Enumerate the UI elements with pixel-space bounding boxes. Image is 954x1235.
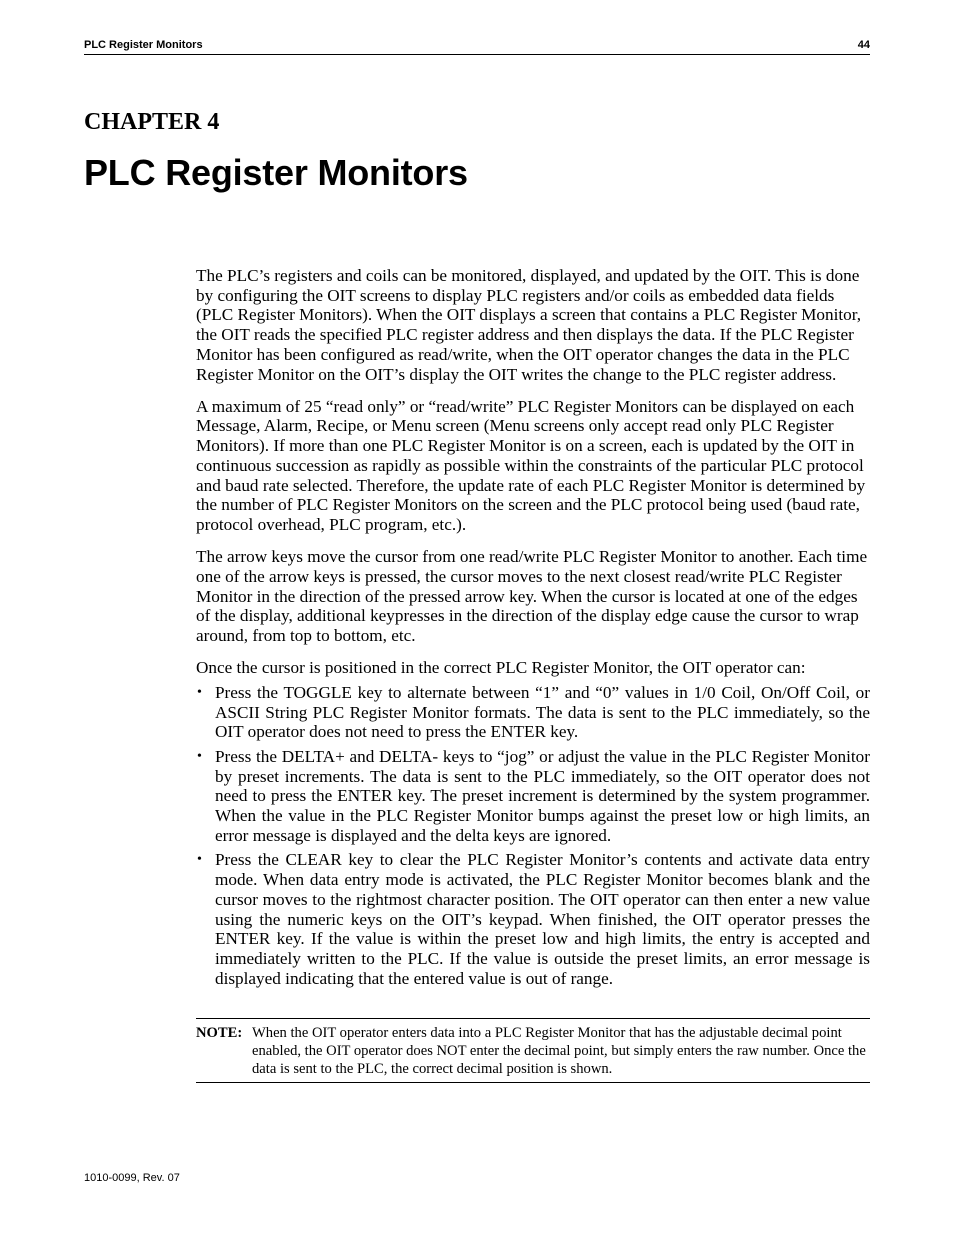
chapter-label: CHAPTER 4 [84, 109, 220, 135]
bullet-text-clear: Press the CLEAR key to clear the PLC Register Monitor’s contents and activate data entry mode. When data entry mode is activated, the PLC Register Monitor becomes blank and the cursor moves to the rightmost character position. The OIT operator can then enter a new value using the numeric keys on the OIT’s keypad. When finished, the OIT operator presses the ENTER key. If the value is within the preset low and high limits, the entry is accepted and immediately written to the PLC. If the value is outside the preset limits, an error message is displayed indicating that the entered value is out of range. [215, 850, 870, 988]
paragraph-arrow-keys: The arrow keys move the cursor from one read/write PLC Register Monitor to another. Each time one of the arrow keys is pressed, the cursor moves to the next closest read/write PLC Register Monitor in the direction of the pressed arrow key. When the cursor is located at one of the edges of the display, additional keypresses in the direction of the display edge cause the cursor to wrap around, from top to bottom, etc. [196, 547, 868, 645]
bullet-marker: • [197, 684, 202, 700]
paragraph-maximum: A maximum of 25 “read only” or “read/write” PLC Register Monitors can be displayed on each Message, Alarm, Recipe, or Menu screen (Menu screens only accept read only PLC Register Monitors). If more than one PLC Register Monitor is on a screen, each is updated by the OIT in continuous succession as rapidly as possible within the constraints of the particular PLC protocol and baud rate selected. Therefore, the update rate of each PLC Register Monitor is determined by the number of PLC Register Monitors on the screen and the PLC protocol being used (baud rate, protocol overhead, PLC program, etc.). [196, 396, 866, 534]
page-header [84, 38, 870, 55]
bullet-marker: • [197, 748, 202, 764]
header-page-number: 44 [857, 39, 870, 51]
chapter-title: PLC Register Monitors [84, 152, 468, 193]
list-item [196, 850, 870, 988]
header-section-title: PLC Register Monitors [84, 39, 203, 51]
bullet-text-toggle: Press the TOGGLE key to alternate between “1” and “0” values in 1/0 Coil, On/Off Coil, or ASCII String PLC Register Monitor formats. The data is sent to the PLC immediately, so the OIT operator does not need to press the ENTER key. [215, 682, 870, 742]
note-text: When the OIT operator enters data into a PLC Register Monitor that has the adjustable decimal point enabled, the OIT operator does NOT enter the decimal point, but simply enters the raw number. Once the data is sent to the PLC, the correct decimal position is shown. [252, 1025, 866, 1077]
footer-doc-id: 1010-0099, Rev. 07 [84, 1172, 180, 1184]
paragraph-intro: The PLC’s registers and coils can be monitored, displayed, and updated by the OIT. This is done by configuring the OIT screens to display PLC registers and/or coils as embedded data fields (PLC Register Monitors). When the OIT displays a screen that contains a PLC Register Monitor, the OIT reads the specified PLC register address and then displays the data. If the PLC Register Monitor has been configured as read/write, when the OIT operator changes the data in the PLC Register Monitor on the OIT’s display the OIT writes the change to the PLC register address. [196, 266, 862, 384]
body-text [196, 266, 870, 993]
note-box [196, 1018, 870, 1083]
bullet-list [196, 683, 870, 989]
list-item [196, 683, 870, 742]
bullet-text-delta: Press the DELTA+ and DELTA- keys to “jog” or adjust the value in the PLC Register Monitor by preset increments. The data is sent to the PLC immediately, so the OIT operator does not need to press the ENTER key. The preset increment is determined by the system programmer. When the value in the PLC Register Monitor bumps against the preset low or high limits, an error message is displayed and the delta keys are ignored. [215, 746, 870, 845]
list-item [196, 747, 870, 846]
paragraph-operator-can: Once the cursor is positioned in the correct PLC Register Monitor, the OIT operator can: [196, 658, 806, 678]
note-label: NOTE: [196, 1025, 243, 1041]
bullet-marker: • [197, 852, 202, 868]
